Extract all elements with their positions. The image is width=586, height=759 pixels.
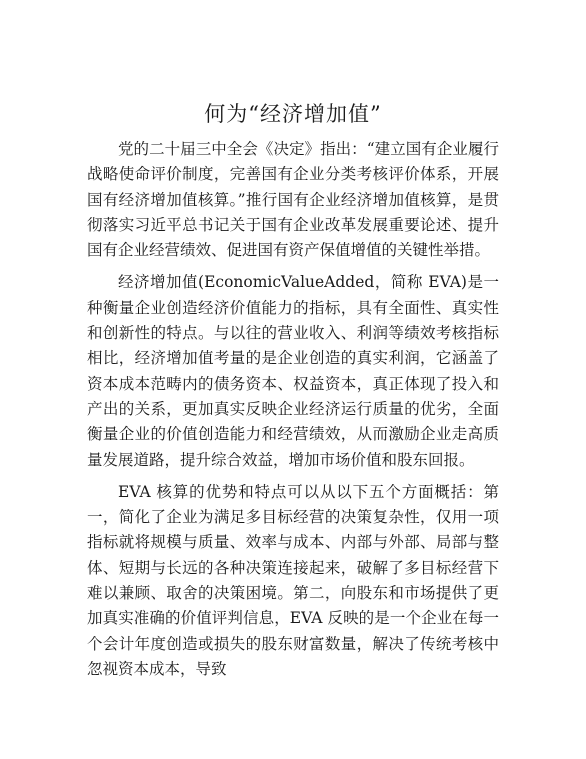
document-body: [87, 137, 499, 682]
paragraph-1: 党的二十届三中全会《决定》指出：“建立国有企业履行战略使命评价制度，完善国有企业分类考核评价体系，开展国有经济增加值核算。”推行国有企业经济增加值核算，是贯彻落实习近平总书记关于国有企业改革发展重要论述、提升国有企业经营绩效、促进国有资产保值增值的关键性举措。: [87, 140, 499, 260]
document-title: 何为“经济增加值”: [204, 102, 382, 126]
paragraph-2: 经济增加值(EconomicValueAdded，简称 EVA)是一种衡量企业创造经济价值能力的指标，具有全面性、真实性和创新性的特点。与以往的营业收入、利润等绩效考核指标相比，经济增加值考量的是企业创造的真实利润，它涵盖了资本成本范畴内的债务资本、权益资本，真正体现了投入和产出的关系，更加真实反映企业经济运行质量的优劣，全面衡量企业的价值创造能力和经营绩效，从而激励企业走高质量发展道路，提升综合效益，增加市场价值和股东回报。: [87, 273, 499, 469]
paragraph-3: EVA 核算的优势和特点可以从以下五个方面概括：第一，简化了企业为满足多目标经营的决策复杂性，仅用一项指标就将规模与质量、效率与成本、内部与外部、局部与整体、短期与长远的各种决策连接起来，破解了多目标经营下难以兼顾、取舍的决策困境。第二，向股东和市场提供了更加真实准确的价值评判信息，EVA 反映的是一个企业在每一个会计年度创造或损失的股东财富数量，解决了传统考核中忽视资本成本，导致: [87, 482, 499, 678]
